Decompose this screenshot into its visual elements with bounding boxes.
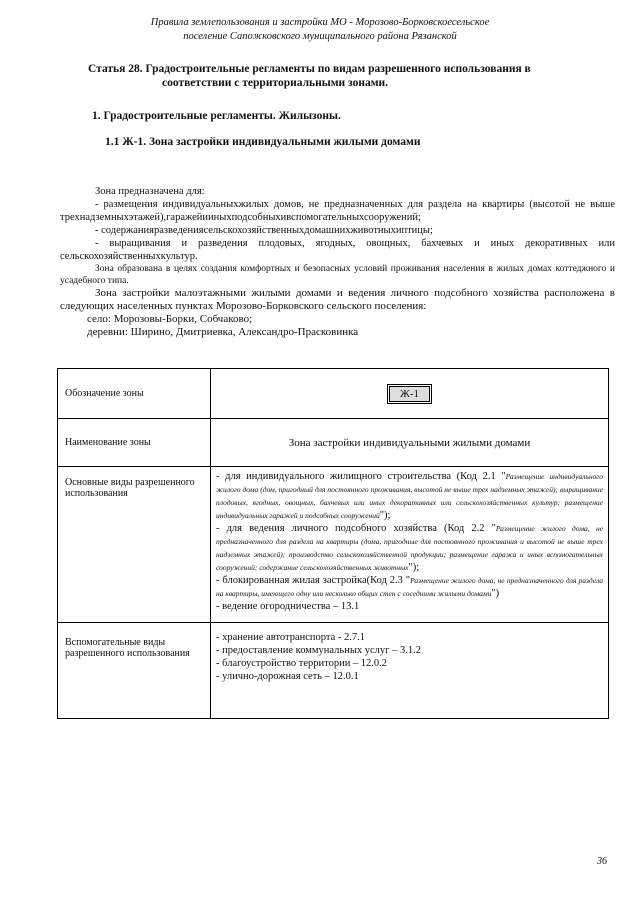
purpose-text bbox=[60, 185, 615, 339]
table-row bbox=[58, 419, 609, 467]
article-title-line-1: Статья 28. Градостроительные регламенты по видам разрешенного использования в bbox=[88, 63, 531, 75]
main-use-4: - ведение огородничества – 13.1 bbox=[216, 601, 360, 612]
zone-table bbox=[57, 368, 609, 719]
article-title bbox=[88, 62, 608, 90]
aux-uses-cell bbox=[211, 623, 609, 719]
zone-code: Ж-1 bbox=[389, 386, 430, 402]
zone-code-label: Обозначение зоны bbox=[58, 369, 211, 419]
section-heading: 1. Градостроительные регламенты. Жилызоны. bbox=[92, 110, 341, 122]
header-line-2: поселение Сапожковского муниципального района Рязанской bbox=[183, 31, 457, 42]
aux-use: - улично-дорожная сеть – 12.0.1 bbox=[216, 671, 359, 682]
derevni-text: деревни: Ширино, Дмитриевка, Александро-Прасковинка bbox=[87, 326, 359, 338]
page-number: 36 bbox=[597, 856, 607, 867]
purpose-item-1: - размещения индивидуальныхжилых домов, не предназначенных для раздела на квартиры (высотой не выше трехнадземныхэтажей),гаражейииныхподсобныхивспомогательныхсооружений; bbox=[60, 199, 615, 223]
table-row bbox=[58, 467, 609, 623]
aux-use: - благоустройство территории – 12.0.2 bbox=[216, 658, 388, 669]
subsection-heading: 1.1 Ж-1. Зона застройки индивидуальными жилыми домами bbox=[105, 136, 421, 148]
purpose-item-3: - выращивания и разведения плодовых, ягодных, овощных, бахчевых и иных декоративных или сельскохозяйственныхкультур. bbox=[60, 238, 615, 262]
table-row bbox=[58, 623, 609, 719]
main-uses-label: Основные виды разрешенного использования bbox=[58, 467, 211, 623]
zone-name-label: Наименование зоны bbox=[58, 419, 211, 467]
purpose-label: Зона предназначена для: bbox=[95, 186, 205, 197]
location-text: Зона застройки малоэтажными жилыми домами и ведения личного подсобного хозяйства расположена в следующих населенных пунктах Морозово-Борковского сельского поселения: bbox=[60, 287, 615, 312]
purpose-item-2: - содержанияразведениясельскохозяйственныхдомашнихживотныхиптицы; bbox=[95, 225, 433, 236]
main-use-1: - для индивидуального жилищного строительства (Код 2.1 "Размещение индивидуального жилого дома (дом, пригодный для постоянного проживания, высотой не выше трех надземных этажей); выращивание плодовых, ягодных, овощных, бахчевых или иных декоративных или сельскохозяйственных культур; размещение индивидуальных гаражей и подсобных сооружений"); bbox=[216, 471, 603, 521]
zone-code-badge bbox=[387, 384, 432, 404]
zone-code-cell bbox=[211, 369, 609, 419]
zone-name: Зона застройки индивидуальными жилыми домами bbox=[211, 419, 609, 467]
aux-use: - хранение автотранспорта - 2.7.1 bbox=[216, 632, 366, 643]
table-row bbox=[58, 369, 609, 419]
main-use-2: - для ведения личного подсобного хозяйства (Код 2.2 "Размещение жилого дома, не предназначенного для раздела на квартиры (дома, пригодные для постоянного проживания и высотой не выше трех надземных этажей); производство сельскохозяйственной продукции; размещение гаража и иных вспомогательных сооружений; содержание сельскохозяйственных животных"); bbox=[216, 523, 603, 573]
formed-text: Зона образована в целях создания комфортных и безопасных условий проживания населения в жилых домах коттеджного и усадебного типа. bbox=[60, 264, 615, 286]
page-header bbox=[0, 16, 640, 44]
main-uses-cell bbox=[211, 467, 609, 623]
article-title-line-2: соответствии с территориальными зонами. bbox=[162, 77, 389, 89]
header-line-1: Правила землепользования и застройки МО - Морозово-Борковскоесельское bbox=[150, 17, 490, 28]
aux-use: - предоставление коммунальных услуг – 3.1.2 bbox=[216, 645, 421, 656]
main-use-3: - блокированная жилая застройка(Код 2.3 "Размещение жилого дома, не предназначенного для раздела на квартиры, имеющего одну или несколько общих стен с соседними жилыми домами") bbox=[216, 575, 604, 599]
aux-uses-label: Вспомогательные виды разрешенного использования bbox=[58, 623, 211, 719]
selo-text: село: Морозовы-Борки, Собчаково; bbox=[87, 313, 253, 325]
